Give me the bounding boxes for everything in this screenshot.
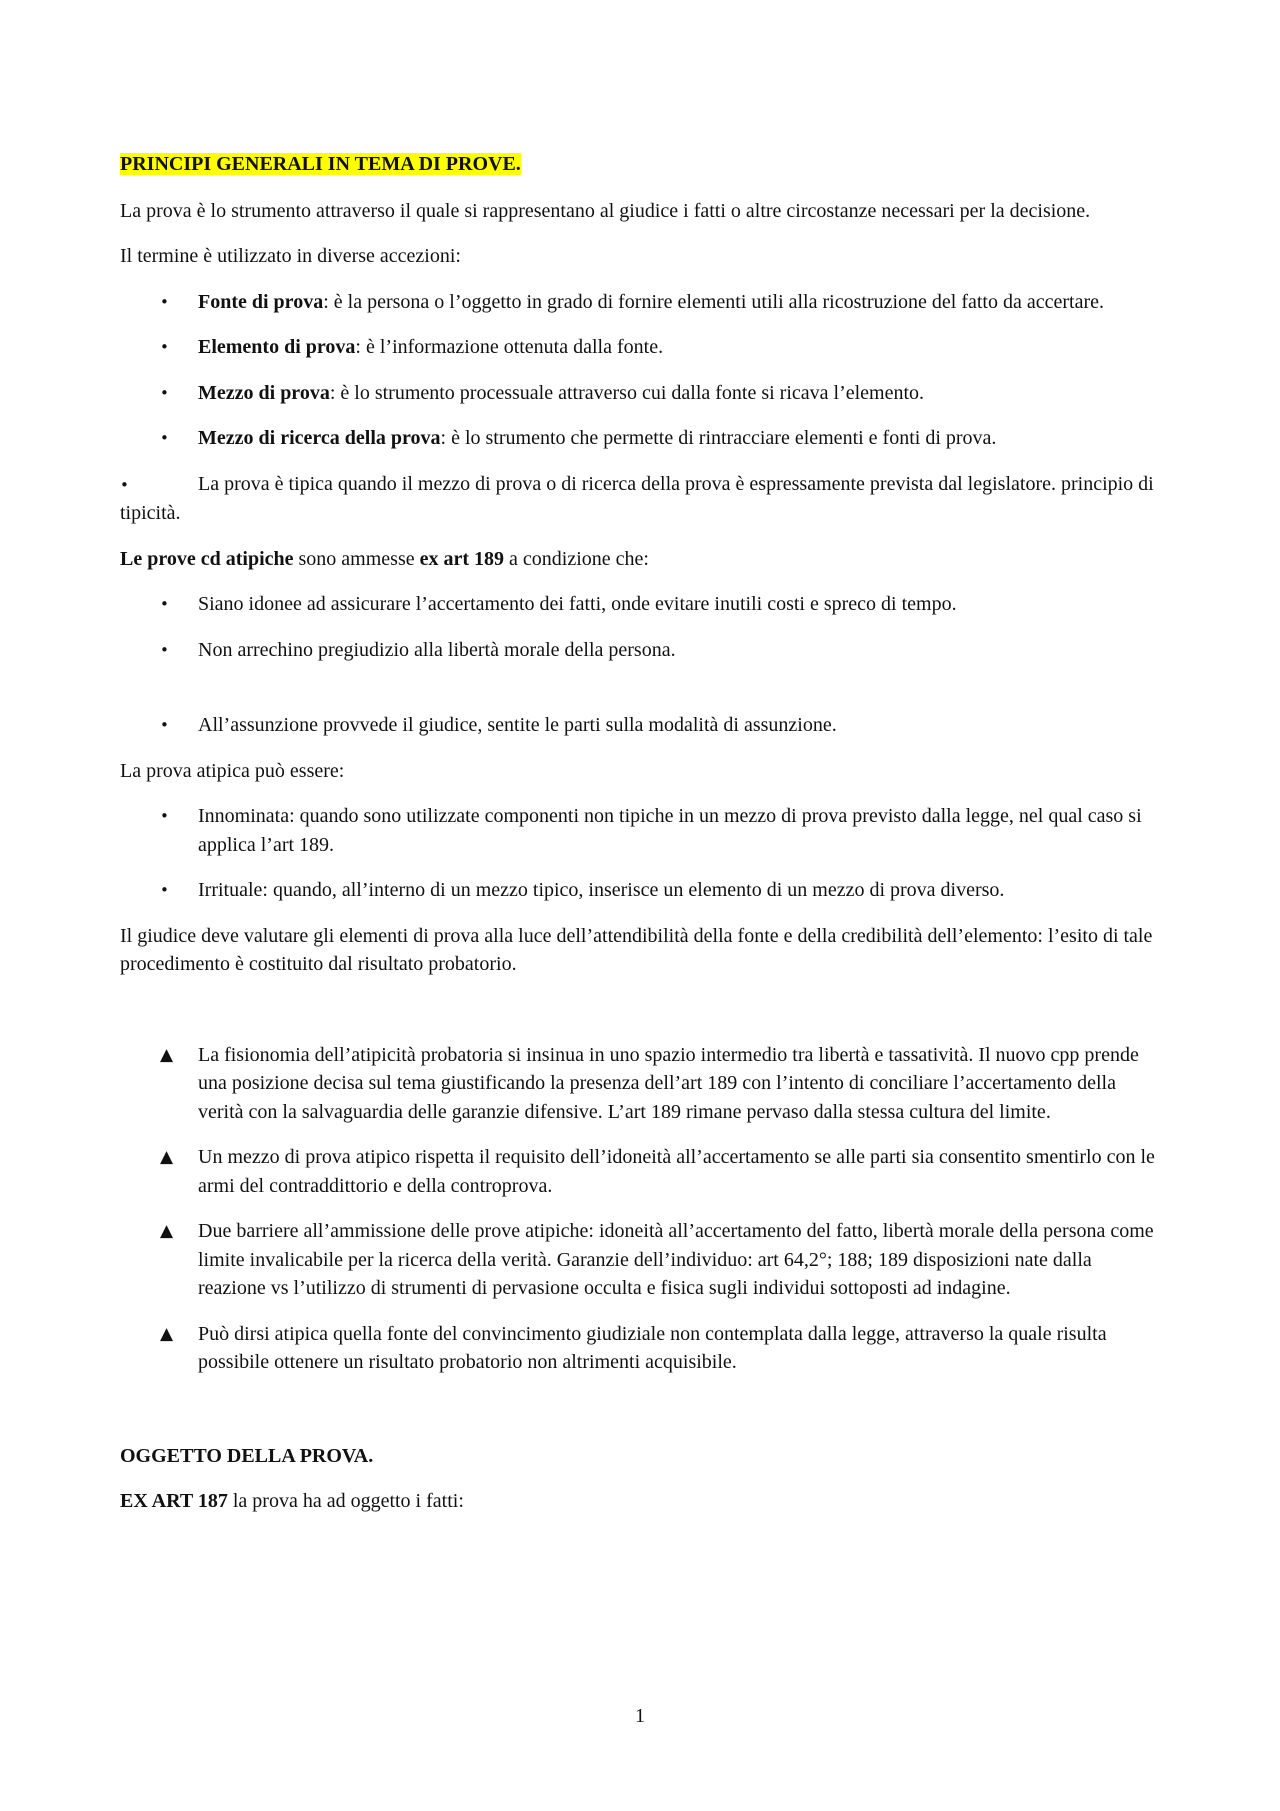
list-item: • Fonte di prova: è la persona o l’oggetto in grado di fornire elementi utili alla ricostruzione del fatto da accertare. [120, 288, 1160, 317]
section-title-principi [120, 150, 1160, 179]
list-item: • Elemento di prova: è l’informazione ottenuta dalla fonte. [120, 333, 1160, 362]
bullet-icon: • [160, 338, 169, 356]
list-item: ▲ Due barriere all’ammissione delle prove atipiche: idoneità all’accertamento del fatto, libertà morale della persona come limite invalicabile per la ricerca della verità. Garanzie dell’individuo: art 64,2°; 188; 189 disposizioni nate dalla reazione vs l’utilizzo di strumenti di pervasione occulta e fisica sugli individui sottoposti ad indagine. [120, 1217, 1160, 1303]
bullet-icon: • [160, 807, 169, 825]
spacer [120, 996, 1160, 1041]
condizioni-list [120, 590, 1160, 664]
bullet-icon: • [160, 640, 169, 659]
bullet-icon: • [120, 475, 129, 494]
atipiche-paragraph: Le prove cd atipiche sono ammesse ex art 189 a condizione che: [120, 547, 649, 570]
list-item: ▲ La fisionomia dell’atipicità probatoria si insinua in uno spazio intermedio tra libertà e tassatività. Il nuovo cpp prende una posizione decisa sul tema giustificando la presenza dell’art 189 con l’intento di conciliare l’accertamento della verità con la salvaguardia delle garanzie difensive. L’art 189 rimane pervaso dalla stessa cultura del limite. [120, 1041, 1160, 1127]
bullet-icon: • [160, 716, 169, 734]
bullet-icon: • [160, 292, 169, 311]
spacer [120, 681, 1160, 711]
accezioni-intro: Il termine è utilizzato in diverse accezioni: [120, 245, 461, 267]
intro-paragraph: La prova è lo strumento attraverso il quale si rappresentano al giudice i fatti o altre circostanze necessari per la decisione. [120, 199, 1091, 222]
list-item: ▲ Un mezzo di prova atipico rispetta il requisito dell’idoneità all’accertamento se alle parti sia consentito smentirlo con le armi del contraddittorio e della controprova. [120, 1143, 1160, 1200]
bullet-icon: • [160, 429, 169, 447]
bullet-icon: • [160, 383, 169, 402]
triangle-bullet-icon: ▲ [160, 1323, 174, 1344]
note-list [120, 1041, 1160, 1377]
triangle-bullet-icon: ▲ [160, 1044, 174, 1065]
accezioni-list [120, 288, 1160, 453]
list-item: • Innominata: quando sono utilizzate componenti non tipiche in un mezzo di prova previsto dalla legge, nel qual caso si applica l’art 189. [120, 802, 1160, 859]
list-item: • Mezzo di ricerca della prova: è lo strumento che permette di rintracciare elementi e fonti di prova. [120, 424, 1160, 453]
section-title-oggetto: OGGETTO DELLA PROVA. [120, 1444, 374, 1467]
highlighted-title: PRINCIPI GENERALI IN TEMA DI PROVE. [120, 153, 521, 175]
tipi-atipica-list [120, 802, 1160, 905]
list-item: ▲ Può dirsi atipica quella fonte del convincimento giudiziale non contemplata dalla legge, attraverso la quale risulta possibile ottenere un risultato probatorio non altrimenti acquisibile. [120, 1320, 1160, 1377]
triangle-bullet-icon: ▲ [160, 1221, 174, 1241]
tipicita-paragraph: • La prova è tipica quando il mezzo di prova o di ricerca della prova è espressamente prevista dal legislatore. principio di tipicità. [120, 472, 1154, 524]
list-item: • Siano idonee ad assicurare l’accertamento dei fatti, onde evitare inutili costi e spreco di tempo. [120, 590, 1160, 619]
list-item: • Non arrechino pregiudizio alla libertà morale della persona. [120, 636, 1160, 665]
atipica-intro: La prova atipica può essere: [120, 759, 345, 782]
list-item: • Mezzo di prova: è lo strumento processuale attraverso cui dalla fonte si ricava l’elemento. [120, 379, 1160, 408]
bullet-icon: • [160, 595, 169, 613]
triangle-bullet-icon: ▲ [160, 1147, 174, 1167]
spacer [120, 1394, 1160, 1442]
valutazione-paragraph: Il giudice deve valutare gli elementi di prova alla luce dell’attendibilità della fonte e della credibilità dell’elemento: l’esito di tale procedimento è costituito dal risultato probatorio. [120, 924, 1153, 975]
list-item: • All’assunzione provvede il giudice, sentite le parti sulla modalità di assunzione. [120, 711, 1160, 740]
assunzione-list [120, 711, 1160, 740]
list-item: • Irrituale: quando, all’interno di un mezzo tipico, inserisce un elemento di un mezzo di prova diverso. [120, 876, 1160, 905]
oggetto-paragraph: EX ART 187 la prova ha ad oggetto i fatti: [120, 1490, 464, 1512]
bullet-icon: • [160, 881, 169, 899]
page-number: 1 [635, 1705, 645, 1727]
